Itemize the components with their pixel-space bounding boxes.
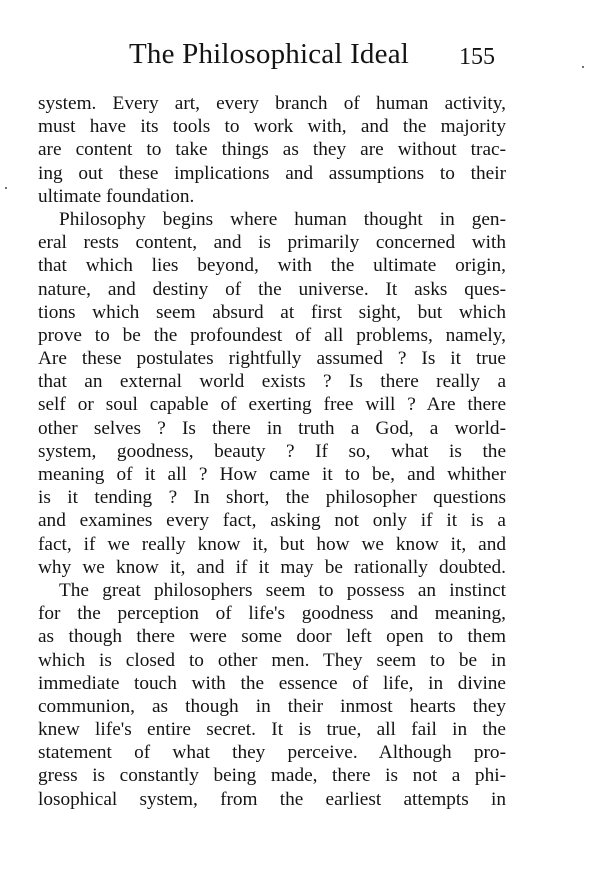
text-line: The great philosophers seem to possess an instinct: [59, 579, 506, 601]
text-line: must have its tools to work with, and the majority: [38, 116, 506, 138]
text-line: that which lies beyond, with the ultimate origin,: [38, 255, 506, 277]
text-line: immediate touch with the essence of life, in divine: [38, 672, 506, 694]
body-text: [38, 92, 506, 811]
text-line: is it tending ? In short, the philosopher questions: [38, 487, 506, 509]
text-line: prove to be the profoundest of all problems, namely,: [38, 324, 506, 346]
text-line: Are these postulates rightfully assumed ? Is it true: [38, 348, 506, 370]
running-header: [0, 38, 600, 78]
text-line: as though there were some door left open to them: [38, 626, 506, 648]
text-line: knew life's entire secret. It is true, all fail in the: [38, 719, 506, 741]
text-line: other selves ? Is there in truth a God, a world-: [38, 417, 506, 439]
text-line: why we know it, and if it may be rationally doubted.: [38, 556, 506, 578]
text-line: meaning of it all ? How came it to be, and whither: [38, 464, 506, 485]
text-line: communion, as though in their inmost hearts they: [38, 695, 506, 717]
text-line: are content to take things as they are without trac-: [38, 139, 506, 161]
running-title: The Philosophical Ideal: [129, 38, 410, 70]
text-line: tions which seem absurd at first sight, but which: [38, 301, 506, 323]
text-line: nature, and destiny of the universe. It asks ques-: [38, 278, 506, 300]
text-line: ing out these implications and assumptions to their: [38, 162, 506, 184]
paper-speck: [5, 187, 7, 189]
text-line: ultimate foundation.: [38, 185, 195, 207]
text-line: losophical system, from the earliest attempts in: [38, 788, 506, 810]
text-line: eral rests content, and is primarily concerned with: [38, 232, 506, 254]
paper-speck: [582, 66, 584, 68]
text-line: statement of what they perceive. Although pro-: [38, 742, 506, 764]
text-line: that an external world exists ? Is there really a: [38, 371, 506, 393]
text-line: which is closed to other men. They seem to be in: [38, 649, 506, 671]
text-line: system. Every art, every branch of human activity,: [38, 93, 506, 114]
text-line: Philosophy begins where human thought in gen-: [59, 208, 506, 230]
page-number: 155: [459, 44, 495, 70]
text-line: fact, if we really know it, but how we know it, and: [38, 533, 506, 555]
text-line: self or soul capable of exerting free will ? Are there: [38, 394, 506, 416]
text-line: for the perception of life's goodness and meaning,: [38, 603, 506, 625]
text-line: gress is constantly being made, there is not a phi-: [38, 765, 506, 787]
text-line: and examines every fact, asking not only if it is a: [38, 510, 506, 532]
text-line: system, goodness, beauty ? If so, what is the: [38, 440, 506, 462]
